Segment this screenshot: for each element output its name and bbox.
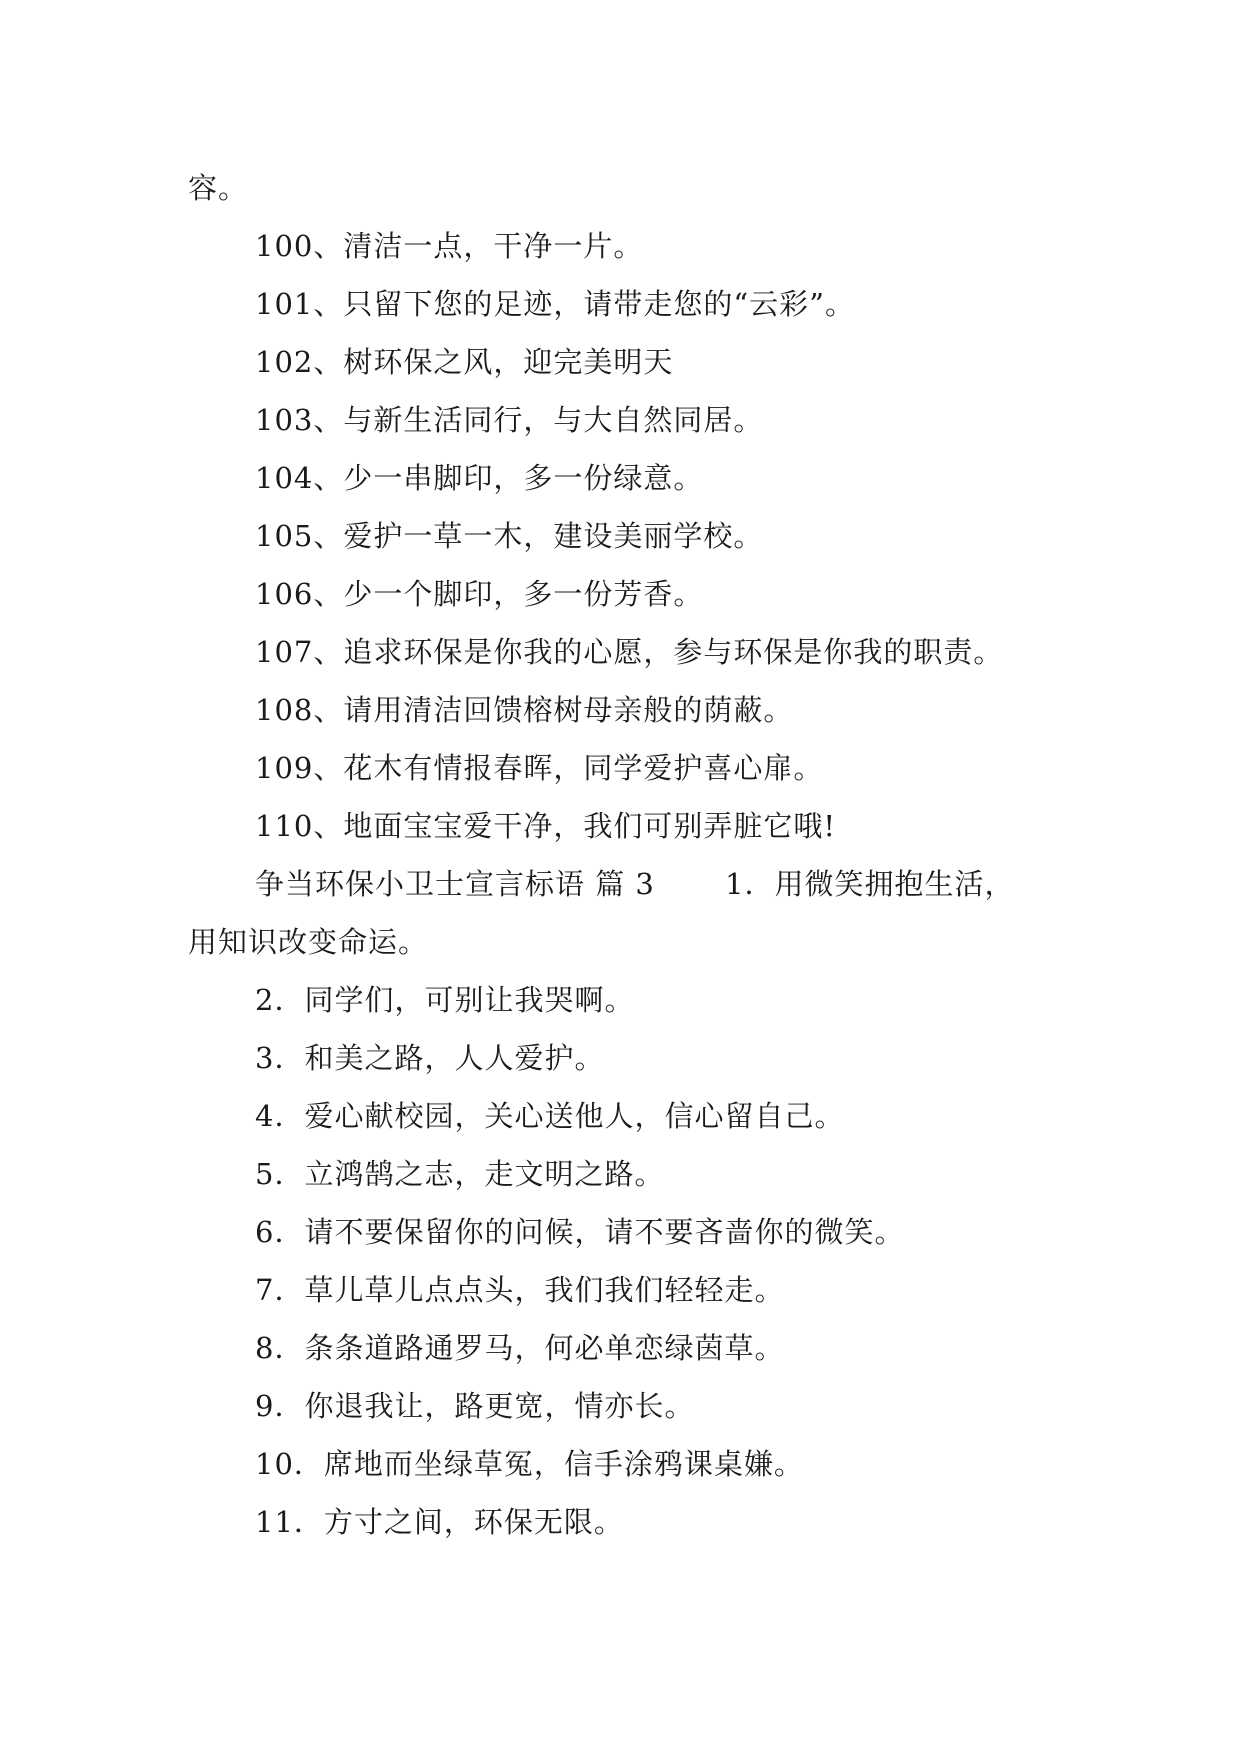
slogan-110: 110、地面宝宝爱干净，我们可别弄脏它哦! bbox=[255, 809, 837, 843]
slogan-6: 6．请不要保留你的问候，请不要吝啬你的微笑。 bbox=[255, 1215, 905, 1249]
slogan-105: 105、爱护一草一木，建设美丽学校。 bbox=[255, 519, 764, 553]
slogan-4: 4．爱心献校园，关心送他人，信心留自己。 bbox=[255, 1099, 845, 1133]
slogan-8: 8．条条道路通罗马，何必单恋绿茵草。 bbox=[255, 1331, 785, 1365]
slogan-106: 106、少一个脚印，多一份芳香。 bbox=[255, 577, 704, 611]
slogan-104: 104、少一串脚印，多一份绿意。 bbox=[255, 461, 704, 495]
section-heading-part-3: 争当环保小卫士宣言标语 篇 3 1．用微笑拥抱生活， bbox=[255, 867, 1015, 901]
slogan-5: 5．立鸿鹄之志，走文明之路。 bbox=[255, 1157, 665, 1191]
text-line-continuation: 容。 bbox=[188, 171, 249, 205]
text-line-continuation: 用知识改变命运。 bbox=[188, 925, 429, 959]
slogan-3: 3．和美之路，人人爱护。 bbox=[255, 1041, 605, 1075]
slogan-101: 101、只留下您的足迹，请带走您的“云彩”。 bbox=[255, 287, 856, 321]
slogan-7: 7．草儿草儿点点头，我们我们轻轻走。 bbox=[255, 1273, 785, 1307]
slogan-10: 10．席地而坐绿草冤，信手涂鸦课桌嫌。 bbox=[255, 1447, 804, 1481]
slogan-100: 100、清洁一点，干净一片。 bbox=[255, 229, 644, 263]
slogan-108: 108、请用清洁回馈榕树母亲般的荫蔽。 bbox=[255, 693, 794, 727]
slogan-109: 109、花木有情报春晖，同学爱护喜心扉。 bbox=[255, 751, 824, 785]
slogan-103: 103、与新生活同行，与大自然同居。 bbox=[255, 403, 764, 437]
slogan-102: 102、树环保之风，迎完美明天 bbox=[255, 345, 674, 379]
slogan-2: 2．同学们，可别让我哭啊。 bbox=[255, 983, 635, 1017]
slogan-11: 11．方寸之间，环保无限。 bbox=[255, 1505, 624, 1539]
slogan-9: 9．你退我让，路更宽，情亦长。 bbox=[255, 1389, 695, 1423]
slogan-107: 107、追求环保是你我的心愿，参与环保是你我的职责。 bbox=[255, 635, 1004, 669]
